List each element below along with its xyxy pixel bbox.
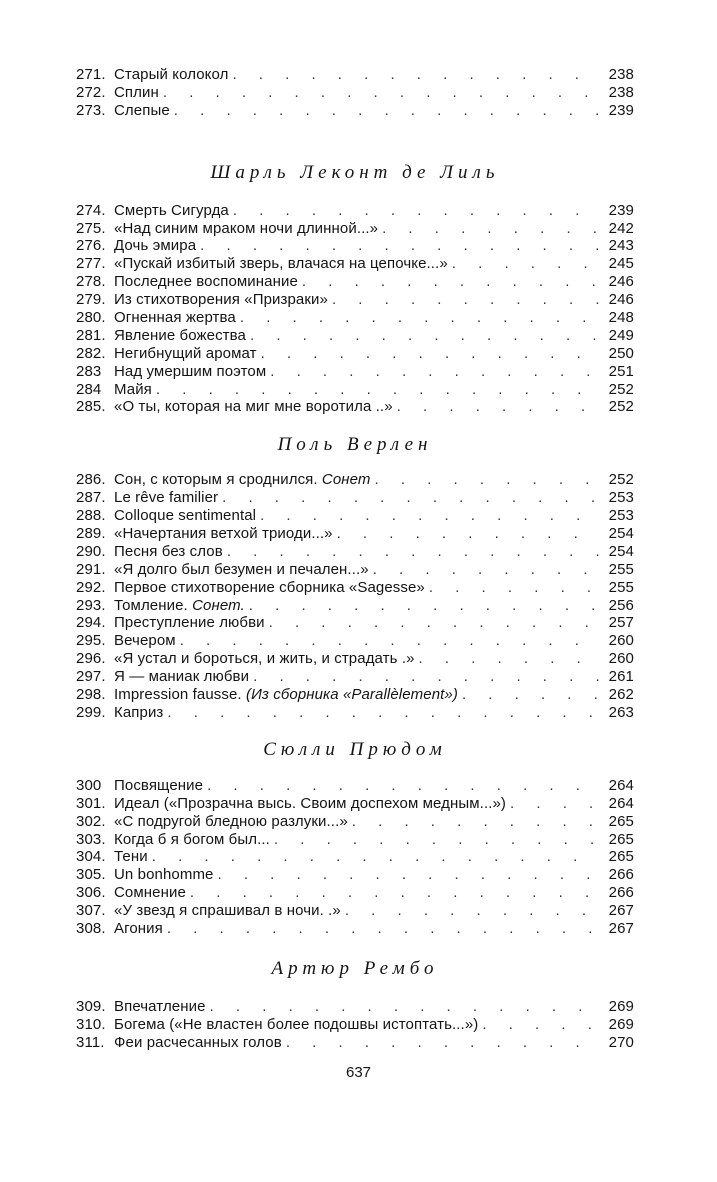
entry-page: 265 xyxy=(608,830,634,848)
entry-number: 290. xyxy=(76,542,106,560)
entry-title xyxy=(114,471,371,488)
leader-dots xyxy=(174,102,600,119)
toc-entry xyxy=(76,866,634,884)
leader-dots xyxy=(180,632,600,649)
entry-title: «Над синим мраком ночи длинной...» xyxy=(114,219,379,237)
toc-entry xyxy=(76,668,634,686)
toc-entry xyxy=(76,795,634,813)
entry-title-italic: (Из сборника «Parallèlement») xyxy=(245,686,458,704)
entry-number: 274. xyxy=(76,201,106,219)
entry-page: 250 xyxy=(608,344,634,362)
toc-entry xyxy=(76,813,634,831)
entry-page: 255 xyxy=(608,578,634,596)
entry-number: 299. xyxy=(76,703,106,721)
leader-dots xyxy=(332,291,600,308)
toc-section-baudelaire-continuation xyxy=(76,66,634,120)
entry-title: Из стихотворения «Призраки» xyxy=(114,291,328,309)
toc-entry xyxy=(76,902,634,920)
entry-number: 291. xyxy=(76,560,106,578)
entry-title: Негибнущий аромат xyxy=(114,344,257,362)
entry-title: Смерть Сигурда xyxy=(114,201,229,219)
entry-page: 257 xyxy=(608,614,634,632)
leader-dots xyxy=(270,363,600,380)
entry-page: 239 xyxy=(608,201,634,219)
leader-dots xyxy=(218,866,601,883)
entry-title: «О ты, которая на миг мне воротила ..» xyxy=(114,398,393,416)
toc-entry xyxy=(76,831,634,849)
entry-page: 254 xyxy=(608,525,634,543)
leader-dots xyxy=(207,777,600,794)
leader-dots xyxy=(302,273,600,290)
toc-section-rimbaud xyxy=(76,998,634,1052)
entry-page: 264 xyxy=(608,776,634,794)
toc-entry xyxy=(76,525,634,543)
toc-section-verlaine xyxy=(76,471,634,721)
entry-title: Майя xyxy=(114,380,152,398)
entry-title-text: Томление. xyxy=(114,596,193,614)
entry-page: 260 xyxy=(608,632,634,650)
entry-title: Тени xyxy=(114,848,148,866)
entry-number: 287. xyxy=(76,489,106,507)
entry-title: Старый колокол xyxy=(114,66,229,83)
leader-dots xyxy=(260,507,600,524)
leader-dots xyxy=(419,650,600,667)
toc-entry xyxy=(76,848,634,866)
leader-dots xyxy=(352,813,600,830)
entry-page: 248 xyxy=(608,309,634,327)
entry-title-text: Impression fausse. xyxy=(114,686,246,704)
entry-title: Посвящение xyxy=(114,776,204,794)
leader-dots xyxy=(227,543,600,560)
entry-title: Le rêve familier xyxy=(114,489,219,507)
entry-page: 246 xyxy=(608,291,634,309)
entry-page: 270 xyxy=(608,1033,634,1051)
entry-number: 288. xyxy=(76,507,106,525)
leader-dots xyxy=(462,686,600,703)
toc-entry xyxy=(76,920,634,938)
toc-entry xyxy=(76,597,634,615)
leader-dots xyxy=(190,884,600,901)
entry-number: 306. xyxy=(76,884,106,902)
leader-dots xyxy=(397,398,600,415)
toc-entry xyxy=(76,471,634,489)
entry-number: 309. xyxy=(76,997,106,1015)
entry-page: 242 xyxy=(608,219,634,237)
entry-title-italic: Сонет. xyxy=(192,596,245,614)
leader-dots xyxy=(156,381,600,398)
entry-number: 289. xyxy=(76,525,106,543)
entry-page: 243 xyxy=(608,237,634,255)
toc-entry xyxy=(76,398,634,416)
entry-number: 300 xyxy=(76,776,102,794)
entry-page: 269 xyxy=(608,1015,634,1033)
entry-number: 271. xyxy=(76,66,106,83)
entry-page: 260 xyxy=(608,650,634,668)
entry-number: 296. xyxy=(76,650,106,668)
entry-number: 286. xyxy=(76,471,106,489)
leader-dots xyxy=(210,998,600,1015)
entry-title: Над умершим поэтом xyxy=(114,362,267,380)
leader-dots xyxy=(482,1016,600,1033)
page-number: 637 xyxy=(345,1064,372,1081)
entry-page: 252 xyxy=(608,380,634,398)
entry-title: Вечером xyxy=(114,632,176,650)
section-heading: Шарль Леконт де Лиль xyxy=(210,161,500,183)
entry-page: 265 xyxy=(608,812,634,830)
leader-dots xyxy=(373,561,600,578)
entry-number: 280. xyxy=(76,309,106,327)
entry-number: 285. xyxy=(76,398,106,416)
entry-number: 304. xyxy=(76,848,106,866)
entry-page: 246 xyxy=(608,273,634,291)
entry-number: 301. xyxy=(76,794,106,812)
entry-page: 265 xyxy=(608,848,634,866)
entry-number: 272. xyxy=(76,83,106,101)
entry-title xyxy=(114,597,245,614)
entry-title: Огненная жертва xyxy=(114,309,236,327)
entry-number: 293. xyxy=(76,596,106,614)
entry-number: 276. xyxy=(76,237,106,255)
entry-title: «Я долго был безумен и печален...» xyxy=(114,560,369,578)
leader-dots xyxy=(375,471,600,488)
leader-dots xyxy=(200,237,600,254)
toc-entry xyxy=(76,489,634,507)
leader-dots xyxy=(222,489,600,506)
toc-entry xyxy=(76,543,634,561)
entry-page: 238 xyxy=(608,66,634,83)
leader-dots xyxy=(429,579,600,596)
entry-title: Впечатление xyxy=(114,997,206,1015)
section-heading: Поль Верлен xyxy=(277,434,433,456)
entry-page: 253 xyxy=(608,489,634,507)
entry-page: 254 xyxy=(608,542,634,560)
toc-section-sully-prudhomme xyxy=(76,777,634,938)
leader-dots xyxy=(240,309,600,326)
entry-title: Дочь эмира xyxy=(114,237,197,255)
leader-dots xyxy=(286,1034,600,1051)
toc-entry xyxy=(76,561,634,579)
toc-entry xyxy=(76,998,634,1016)
leader-dots xyxy=(345,902,600,919)
entry-number: 303. xyxy=(76,830,106,848)
entry-title: Каприз xyxy=(114,703,164,721)
entry-number: 281. xyxy=(76,326,106,344)
entry-title: «Начертания ветхой триоди...» xyxy=(114,525,333,543)
toc-entry xyxy=(76,202,634,220)
entry-page: 262 xyxy=(608,686,634,704)
leader-dots xyxy=(249,597,600,614)
leader-dots xyxy=(232,66,600,83)
entry-page: 255 xyxy=(608,560,634,578)
leader-dots xyxy=(167,920,600,937)
toc-entry xyxy=(76,1016,634,1034)
toc-entry xyxy=(76,579,634,597)
entry-number: 302. xyxy=(76,812,106,830)
entry-number: 292. xyxy=(76,578,106,596)
toc-entry xyxy=(76,1034,634,1052)
leader-dots xyxy=(253,668,600,685)
entry-title: Un bonhomme xyxy=(114,866,214,884)
entry-title: Преступление любви xyxy=(114,614,265,632)
entry-page: 252 xyxy=(608,398,634,416)
leader-dots xyxy=(152,848,600,865)
entry-number: 278. xyxy=(76,273,106,291)
entry-page: 253 xyxy=(608,507,634,525)
leader-dots xyxy=(274,831,600,848)
entry-number: 307. xyxy=(76,902,106,920)
entry-title: Явление божества xyxy=(114,326,246,344)
entry-title: «Пускай избитый зверь, влачася на цепочке...» xyxy=(114,255,448,273)
entry-title: «У звезд я спрашивал в ночи. .» xyxy=(114,902,341,920)
entry-title: «С подругой бледною разлуки...» xyxy=(114,812,348,830)
entry-page: 239 xyxy=(608,101,634,119)
toc-entry xyxy=(76,363,634,381)
toc-entry xyxy=(76,777,634,795)
entry-page: 261 xyxy=(608,668,634,686)
toc-entry xyxy=(76,84,634,102)
entry-page: 251 xyxy=(608,362,634,380)
entry-page: 263 xyxy=(608,703,634,721)
leader-dots xyxy=(167,704,600,721)
entry-title xyxy=(114,686,458,703)
entry-title: Последнее воспоминание xyxy=(114,273,298,291)
entry-title: Идеал («Прозрачна высь. Своим доспехом медным...») xyxy=(114,794,507,812)
section-heading: Сюлли Прюдом xyxy=(263,738,447,760)
entry-title-text: Сон, с которым я сроднился. xyxy=(114,471,322,489)
toc-section-leconte-de-lisle xyxy=(76,202,634,417)
toc-entry xyxy=(76,309,634,327)
leader-dots xyxy=(382,220,600,237)
entry-page: 269 xyxy=(608,997,634,1015)
entry-title: «Я устал и бороться, и жить, и страдать .» xyxy=(114,650,415,668)
leader-dots xyxy=(337,525,600,542)
entry-title: Colloque sentimental xyxy=(114,507,257,525)
entry-page: 252 xyxy=(608,471,634,489)
leader-dots xyxy=(261,345,600,362)
leader-dots xyxy=(452,255,600,272)
toc-entry xyxy=(76,345,634,363)
entry-page: 264 xyxy=(608,794,634,812)
entry-number: 279. xyxy=(76,291,106,309)
entry-title: Первое стихотворение сборника «Sagesse» xyxy=(114,578,425,596)
toc-entry xyxy=(76,650,634,668)
toc-entry xyxy=(76,66,634,84)
entry-title: Сплин xyxy=(114,83,159,101)
entry-page: 245 xyxy=(608,255,634,273)
toc-entry xyxy=(76,220,634,238)
section-heading: Артюр Рембо xyxy=(271,957,439,979)
entry-title: Я — маниак любви xyxy=(114,668,250,686)
entry-number: 275. xyxy=(76,219,106,237)
leader-dots xyxy=(510,795,600,812)
entry-page: 256 xyxy=(608,596,634,614)
leader-dots xyxy=(269,614,600,631)
entry-number: 298. xyxy=(76,686,106,704)
entry-title: Когда б я богом был... xyxy=(114,830,270,848)
entry-page: 267 xyxy=(608,902,634,920)
entry-number: 273. xyxy=(76,101,106,119)
entry-title: Агония xyxy=(114,919,163,937)
toc-entry xyxy=(76,255,634,273)
toc-entry xyxy=(76,291,634,309)
entry-title: Богема («Не властен более подошвы истоптать...») xyxy=(114,1015,479,1033)
toc-entry xyxy=(76,507,634,525)
entry-title: Сомнение xyxy=(114,884,186,902)
entry-number: 282. xyxy=(76,344,106,362)
entry-number: 311. xyxy=(76,1033,105,1051)
entry-title-italic: Сонет xyxy=(321,471,371,489)
entry-title: Феи расчесанных голов xyxy=(114,1033,282,1051)
entry-page: 266 xyxy=(608,884,634,902)
table-of-contents xyxy=(76,66,634,1052)
leader-dots xyxy=(163,84,600,101)
entry-page: 266 xyxy=(608,866,634,884)
entry-page: 249 xyxy=(608,326,634,344)
entry-title: Песня без слов xyxy=(114,542,223,560)
entry-number: 283 xyxy=(76,362,102,380)
leader-dots xyxy=(250,327,600,344)
leader-dots xyxy=(233,202,600,219)
toc-entry xyxy=(76,273,634,291)
entry-number: 305. xyxy=(76,866,106,884)
toc-entry xyxy=(76,686,634,704)
toc-entry xyxy=(76,381,634,399)
entry-number: 295. xyxy=(76,632,106,650)
toc-entry xyxy=(76,632,634,650)
toc-entry xyxy=(76,327,634,345)
entry-page: 238 xyxy=(608,83,634,101)
entry-number: 310. xyxy=(76,1015,106,1033)
toc-entry xyxy=(76,704,634,722)
toc-entry xyxy=(76,102,634,120)
entry-number: 277. xyxy=(76,255,106,273)
entry-title: Слепые xyxy=(114,101,170,119)
toc-entry xyxy=(76,884,634,902)
entry-number: 294. xyxy=(76,614,106,632)
entry-page: 267 xyxy=(608,919,634,937)
entry-number: 284 xyxy=(76,380,102,398)
toc-entry xyxy=(76,237,634,255)
entry-number: 308. xyxy=(76,919,106,937)
toc-entry xyxy=(76,614,634,632)
entry-number: 297. xyxy=(76,668,106,686)
